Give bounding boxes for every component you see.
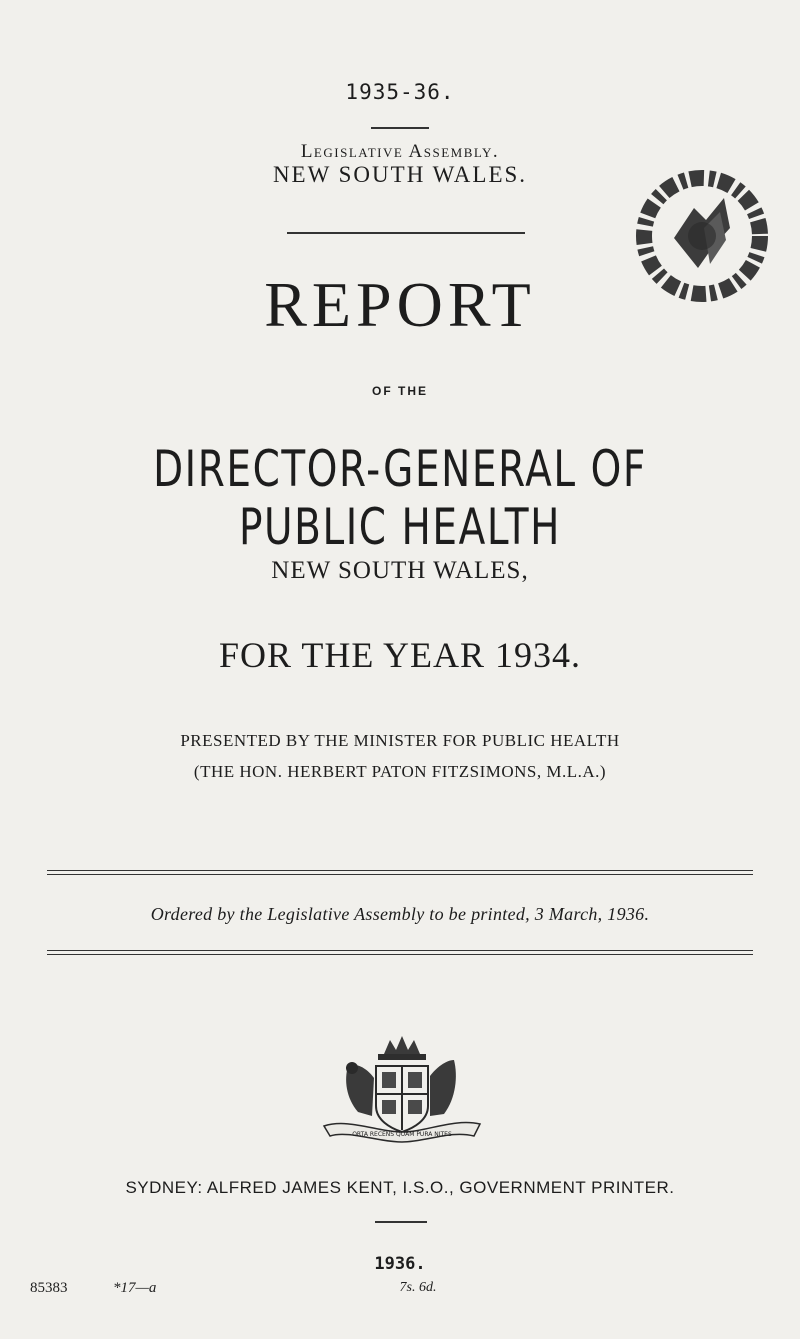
- print-reference: *17—a: [113, 1280, 157, 1296]
- coat-of-arms-icon: [318, 1032, 484, 1144]
- divider: [375, 1221, 427, 1223]
- of-the-label: OF THE: [372, 384, 428, 398]
- double-rule: [47, 870, 753, 875]
- report-year: FOR THE YEAR 1934.: [218, 635, 582, 675]
- session-years: 1935-36.: [345, 80, 455, 104]
- price: 7s. 6d.: [399, 1280, 437, 1295]
- job-number: 85383: [30, 1280, 68, 1296]
- presented-by: PRESENTED BY THE MINISTER FOR PUBLIC HEALTH: [180, 731, 620, 750]
- state-name: NEW SOUTH WALES,: [271, 557, 529, 584]
- report-title: DIRECTOR-GENERAL OF PUBLIC HEALTH: [153, 440, 647, 556]
- divider: [371, 127, 429, 129]
- double-rule: [47, 950, 753, 955]
- minister-name: (THE HON. HERBERT PATON FITZSIMONS, M.L.A.): [193, 762, 607, 781]
- ordered-to-print: Ordered by the Legislative Assembly to be printed, 3 March, 1936.: [150, 904, 650, 924]
- crest-motto: ORTA RECENS QUAM PURA NITES: [352, 1131, 452, 1138]
- state-header: NEW SOUTH WALES.: [272, 162, 528, 187]
- house-name: Legislative Assembly.: [300, 141, 500, 162]
- divider: [287, 232, 525, 234]
- report-heading: REPORT: [264, 269, 536, 340]
- printer-imprint: SYDNEY: ALFRED JAMES KENT, I.S.O., GOVERNMENT PRINTER.: [125, 1178, 675, 1197]
- publication-year: 1936.: [374, 1254, 426, 1274]
